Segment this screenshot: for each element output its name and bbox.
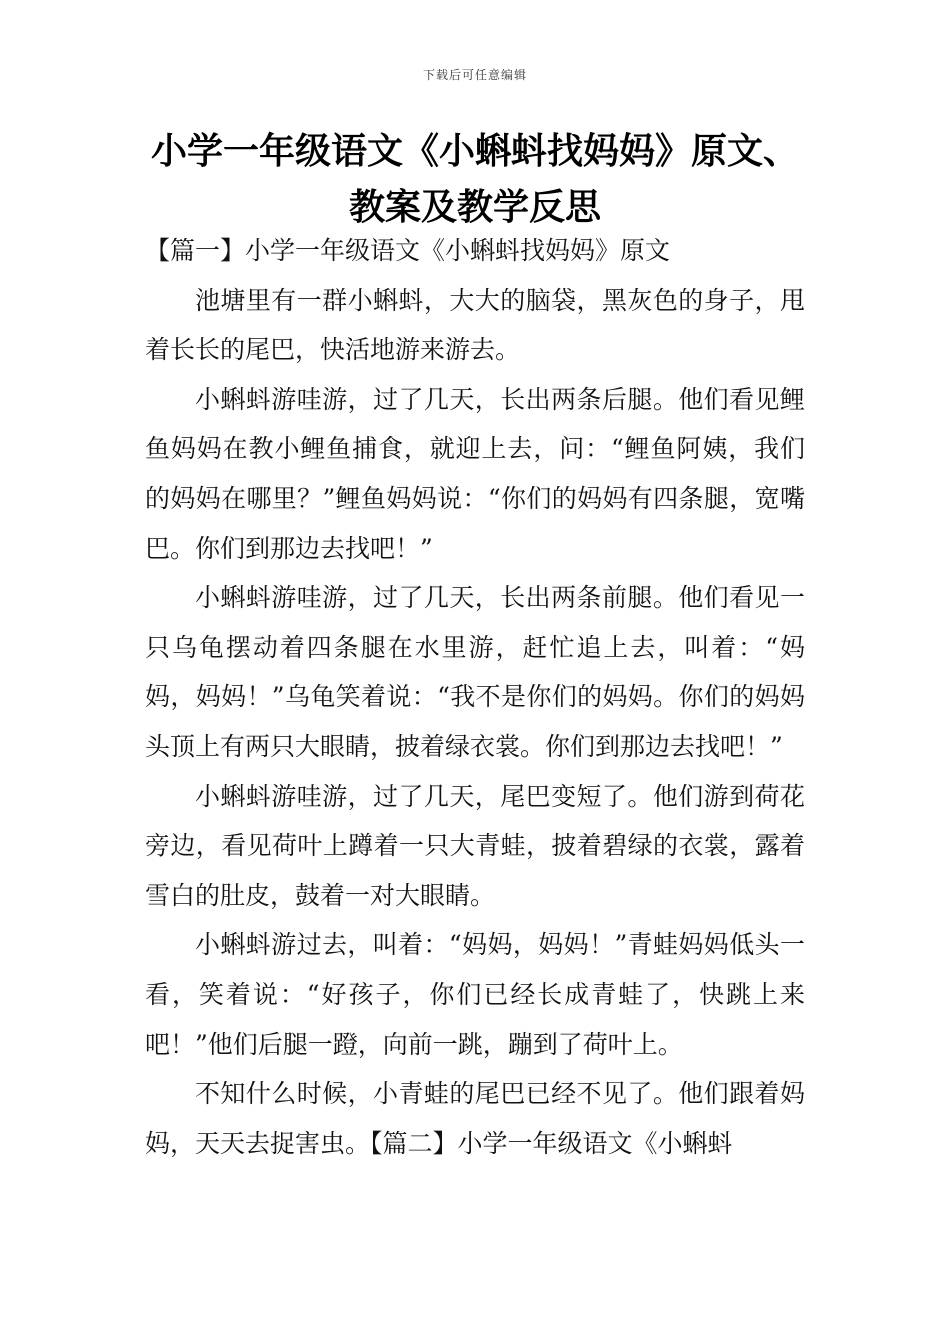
header-note: 下载后可任意编辑 (422, 68, 527, 82)
paragraph-1: 池塘里有一群小蝌蚪，大大的脑袋，黑灰色的身子，甩着长长的尾巴，快活地游来游去。 (145, 285, 805, 365)
document-body (145, 226, 805, 1168)
paragraph-6: 不知什么时候，小青蛙的尾巴已经不见了。他们跟着妈妈，天天去捉害虫。【篇二】小学一年级语文《小蝌蚪 (145, 1079, 805, 1158)
document-title: 小学一年级语文《小蝌蚪找妈妈》原文、教案及教学反思 (150, 131, 799, 228)
section-heading: 【篇一】小学一年级语文《小蝌蚪找妈妈》原文 (145, 236, 671, 265)
paragraph-5: 小蝌蚪游过去，叫着：“妈妈，妈妈！”青蛙妈妈低头一看，笑着说：“好孩子，你们已经长成青蛙了，快跳上来吧！”他们后腿一蹬，向前一跳，蹦到了荷叶上。 (145, 930, 805, 1059)
paragraph-3: 小蝌蚪游哇游，过了几天，长出两条前腿。他们看见一只乌龟摆动着四条腿在水里游，赶忙追上去，叫着：“妈妈，妈妈！”乌龟笑着说：“我不是你们的妈妈。你们的妈妈头顶上有两只大眼睛，披着绿衣裳。你们到那边去找吧！” (145, 583, 805, 761)
paragraph-2: 小蝌蚪游哇游，过了几天，长出两条后腿。他们看见鲤鱼妈妈在教小鲤鱼捕食，就迎上去，问：“鲤鱼阿姨，我们的妈妈在哪里？”鲤鱼妈妈说：“你们的妈妈有四条腿，宽嘴巴。你们到那边去找吧！” (145, 384, 805, 563)
paragraph-4: 小蝌蚪游哇游，过了几天，尾巴变短了。他们游到荷花旁边，看见荷叶上蹲着一只大青蛙，披着碧绿的衣裳，露着雪白的肚皮，鼓着一对大眼睛。 (145, 781, 805, 910)
